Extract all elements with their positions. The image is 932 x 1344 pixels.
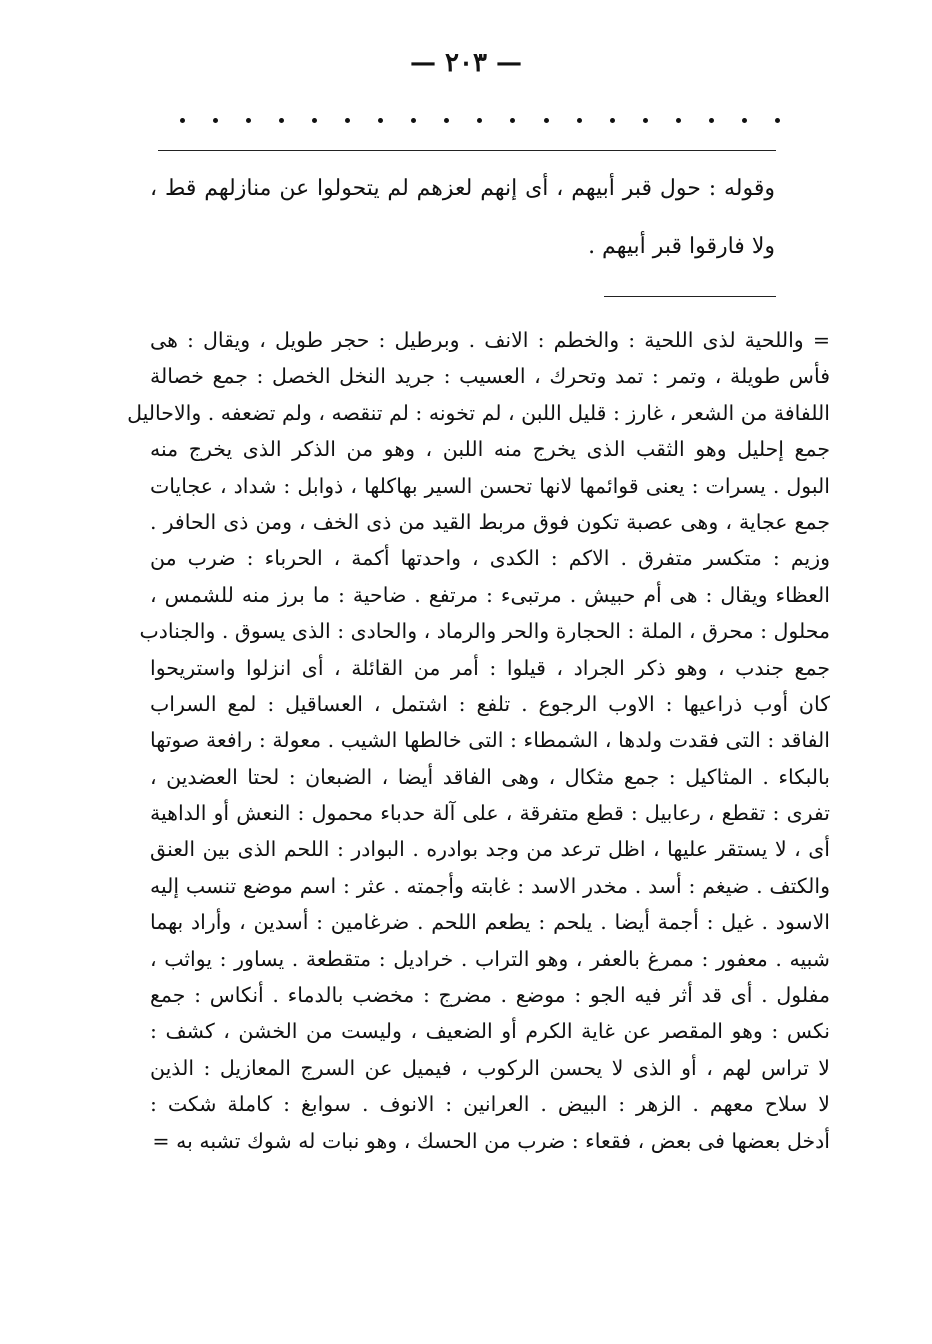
- glossary-line: جمع جندب ، وهو ذكر الجراد ، قيلوا : أمر من القائلة ، أى انزلوا واستريحوا: [150, 655, 830, 680]
- glossary-line: أى ، لا يستقر عليها ، اظل ترعد من وجد بوادره . البوادر : اللحم الذى بين العنق: [150, 837, 830, 862]
- glossary-line: جمع إحليل وهو الثقب الذى يخرج منه اللبن ، وهو من الذكر الذى يخرج منه: [150, 437, 830, 462]
- glossary-line: = واللحية لذى اللحية : والخطم : الانف . وبرطيل : حجر طويل ، ويقال : هى: [150, 328, 830, 352]
- ornament-dot: [510, 118, 515, 123]
- glossary-line: فأس طويلة ، وتمر : تمد وتحرك ، العسيب : جريد النخل الخصل : جمع خصالة: [150, 364, 830, 389]
- glossary-line: محلول : محرق ، الملة : الحجارة والحر والرماد ، والحادى : الذى يسوق . والجنادب: [139, 619, 830, 644]
- glossary-line: شبيه . معفور : ممرغ بالعفر ، وهو التراب . خراديل : متقطعة . يساور : يواثب ،: [150, 946, 830, 971]
- ornament-dot: [610, 118, 615, 123]
- glossary-line: العظاء ويقال : هى أم حبيش . مرتبىء : مرتفع . ضاحية : ما برز منه للشمس ،: [150, 582, 830, 607]
- ornament-dot: [742, 118, 747, 123]
- glossary-block: [127, 322, 830, 1159]
- section-divider: [604, 296, 776, 297]
- glossary-line: كان أوب ذراعيها : الاوب الرجوع . تلفع : اشتمل ، العساقيل : لمع السراب: [150, 691, 830, 716]
- footnote-text: وقوله : حول قبر أبيهم ، أى إنهم لعزهم لم يتحولوا عن منازلهم قط ، ولا فارقوا قبر أبيهم .: [150, 176, 775, 259]
- glossary-line: الاسود . غيل : أجمة أيضا . يلحم : يطعم اللحم . ضرغامين : أسدين ، وأراد بهما: [150, 910, 830, 935]
- ornament-dot: [477, 118, 482, 123]
- glossary-line: والكتف . ضيغم : أسد . مخدر الاسد : غابته وأجمته . عثر : اسم موضع تنسب إليه: [150, 873, 830, 898]
- ornament-dot: [312, 118, 317, 123]
- glossary-line: الفاقد : التى فقدت ولدها ، الشمطاء : التى خالطها الشيب . معولة : رافعة صوتها: [150, 728, 830, 753]
- ornament-dot: [279, 118, 284, 123]
- ornament-dot-row: [180, 118, 780, 123]
- glossary-line: اللفافة من الشعر ، غارز : قليل اللبن ، لم تخونه : لم تنقصه ، ولم تضعفه . والاحاليل: [127, 400, 830, 425]
- glossary-line: تفرى : تقطع ، رعابيل : قطع متفرقة ، على آلة حدباء محمول : النعش أو الداهية: [150, 801, 830, 826]
- glossary-line: البول . يسرات : يعنى قوائمها لانها تحسن السير بهاكلها ، ذوابل : شداد ، عجايات: [150, 473, 830, 498]
- ornament-dot: [444, 118, 449, 123]
- ornament-dot: [246, 118, 251, 123]
- glossary-line: وزيم : متكسر متفرق . الاكم : الكدى ، واحدتها أكمة ، الحرباء : ضرب من: [150, 546, 830, 571]
- ornament-dot: [775, 118, 780, 123]
- top-rule: [158, 150, 776, 151]
- ornament-dot: [544, 118, 549, 123]
- ornament-dot: [345, 118, 350, 123]
- ornament-dot: [643, 118, 648, 123]
- ornament-dot: [213, 118, 218, 123]
- glossary-line: مفلول . أى قد أثر فيه الجو : موضع . مضرج : مخضب بالدماء . أنكاس : جمع: [150, 983, 830, 1008]
- glossary-line: لا سلاح معهم . الزهر : البيض . العرانين : الانوف . سوابغ : كاملة شكت :: [150, 1092, 830, 1117]
- page-number: — ٢٠٣ —: [409, 48, 523, 78]
- ornament-dot: [411, 118, 416, 123]
- glossary-line: لا تراس لهم ، أو الذى لا يحسن الركوب ، فيميل عن السرج المعازيل : الذين: [150, 1055, 830, 1080]
- glossary-line: بالبكاء . المثاكيل : جمع مثكال ، وهى الفاقد أيضا ، الضبعان : لحتا العضدين ،: [150, 764, 830, 789]
- glossary-line: جمع عجاية ، وهى عصبة تكون فوق مربط القيد من ذى الخف ، ومن ذى الحافر .: [150, 509, 830, 534]
- ornament-dot: [180, 118, 185, 123]
- glossary-line: أدخل بعضها فى بعض ، فقعاء : ضرب من الحسك ، وهو نبات له شوك تشبه به =: [152, 1128, 830, 1153]
- ornament-dot: [676, 118, 681, 123]
- ornament-dot: [577, 118, 582, 123]
- glossary-line: نكس : وهو المقصر عن غاية الكرم أو الضعيف ، وليست من الخشن ، كشف :: [150, 1019, 830, 1044]
- ornament-dot: [709, 118, 714, 123]
- ornament-dot: [378, 118, 383, 123]
